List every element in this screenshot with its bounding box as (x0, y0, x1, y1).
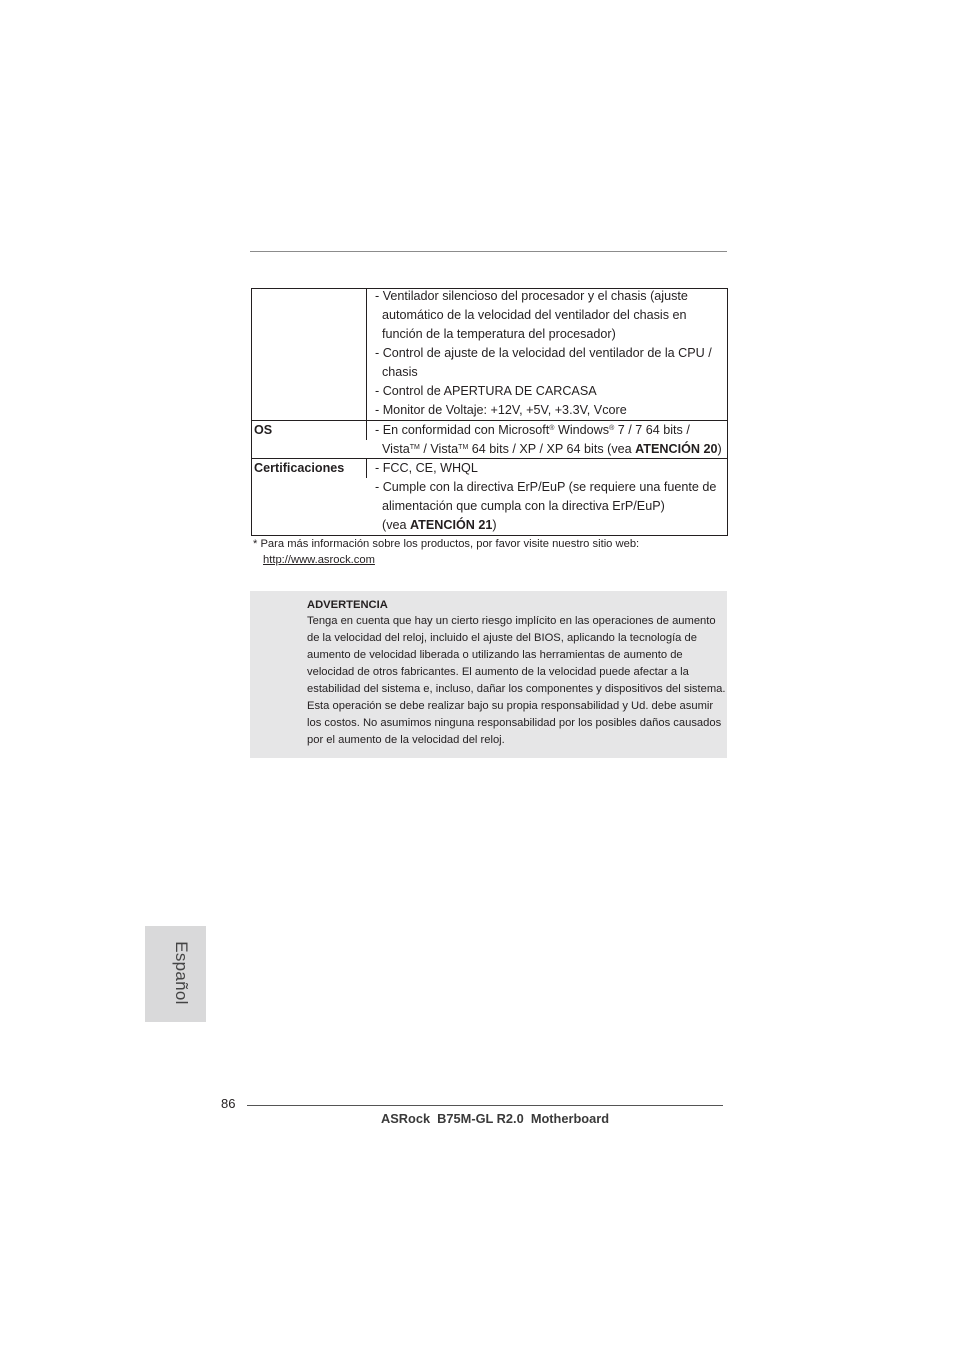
spec-line (375, 440, 727, 459)
spec-table (251, 288, 728, 536)
spec-line (375, 421, 727, 440)
warning-box (250, 591, 727, 758)
attention-ref: ATENCIÓN 21 (410, 518, 493, 532)
spec-line-text: Vista (382, 442, 410, 456)
spec-row-os (252, 421, 727, 459)
warning-line: de la velocidad del reloj, incluido el ajuste del BIOS, aplicando la tecnología de (307, 632, 697, 645)
spec-line-text: / Vista (419, 442, 459, 456)
warning-line: estabilidad del sistema e, incluso, dañar los componentes y dispositivos del sistema. (307, 683, 726, 696)
warning-title: ADVERTENCIA (307, 598, 388, 611)
spec-line-text: (vea (382, 518, 410, 532)
spec-label-certifications: Certificaciones (252, 459, 367, 478)
spec-line: automático de la velocidad del ventilador del chasis en (382, 308, 687, 322)
spec-line-text: - En conformidad con Microsoft (375, 423, 550, 437)
spec-line: chasis (382, 365, 418, 379)
language-tab (145, 926, 206, 1022)
website-link[interactable]: http://www.asrock.com (263, 554, 375, 566)
spec-line: - Control de ajuste de la velocidad del ventilador de la CPU / (375, 346, 712, 360)
language-tab-label: Español (172, 941, 191, 1005)
warning-line: los costos. No asumimos ninguna responsabilidad por los posibles daños causados (307, 716, 722, 729)
spec-line: - Control de APERTURA DE CARCASA (375, 384, 597, 398)
spec-value-os (367, 421, 727, 458)
spec-line-text: ) (717, 442, 722, 456)
spec-line: - Monitor de Voltaje: +12V, +5V, +3.3V, Vcore (375, 403, 627, 417)
spec-line-text: 7 / 7 64 bits / (614, 423, 690, 437)
footnote (253, 536, 639, 568)
header-rule (250, 251, 727, 252)
page-number: 86 (221, 1096, 236, 1111)
spec-row-certifications (252, 459, 727, 536)
warning-line: aumento de velocidad liberada o utilizando las herramientas de aumento de (307, 649, 683, 662)
footnote-text: * Para más información sobre los productos, por favor visite nuestro sitio web: (253, 538, 640, 550)
trademark-mark: TM (409, 443, 420, 451)
warning-line: Esta operación se debe realizar bajo su propia responsabilidad y Ud. debe asumir (307, 699, 714, 712)
spec-label-os: OS (252, 421, 367, 440)
warning-line: Tenga en cuenta que hay un cierto riesgo implícito en las operaciones de aumento (307, 615, 716, 628)
spec-label-empty (252, 289, 367, 420)
spec-line: función de la temperatura del procesador) (382, 327, 616, 341)
spec-line: alimentación que cumpla con la directiva ErP/EuP) (382, 499, 665, 513)
spec-line: - FCC, CE, WHQL (375, 461, 478, 475)
spec-row-fan-control (252, 289, 727, 421)
warning-line: por el aumento de la velocidad del reloj. (307, 733, 505, 746)
spec-line-text: ) (492, 518, 497, 532)
spec-line (375, 516, 727, 535)
warning-line: velocidad de otros fabricantes. El aumento de la velocidad puede afectar a la (307, 666, 689, 679)
trademark-mark: TM (458, 443, 469, 451)
warning-body (307, 597, 726, 749)
spec-line: - Ventilador silencioso del procesador y el chasis (ajuste (375, 289, 688, 303)
spec-line-text: Windows (554, 423, 610, 437)
footer-title: ASRock B75M-GL R2.0 Motherboard (381, 1111, 610, 1126)
registered-mark: ® (609, 424, 615, 432)
spec-value (367, 287, 727, 418)
spec-line: - Cumple con la directiva ErP/EuP (se requiere una fuente de (375, 480, 717, 494)
attention-ref: ATENCIÓN 20 (635, 442, 718, 456)
footer-rule (247, 1105, 723, 1106)
registered-mark: ® (549, 424, 555, 432)
spec-value-certifications (367, 459, 727, 535)
spec-line-text: 64 bits / XP / XP 64 bits (vea (468, 442, 636, 456)
